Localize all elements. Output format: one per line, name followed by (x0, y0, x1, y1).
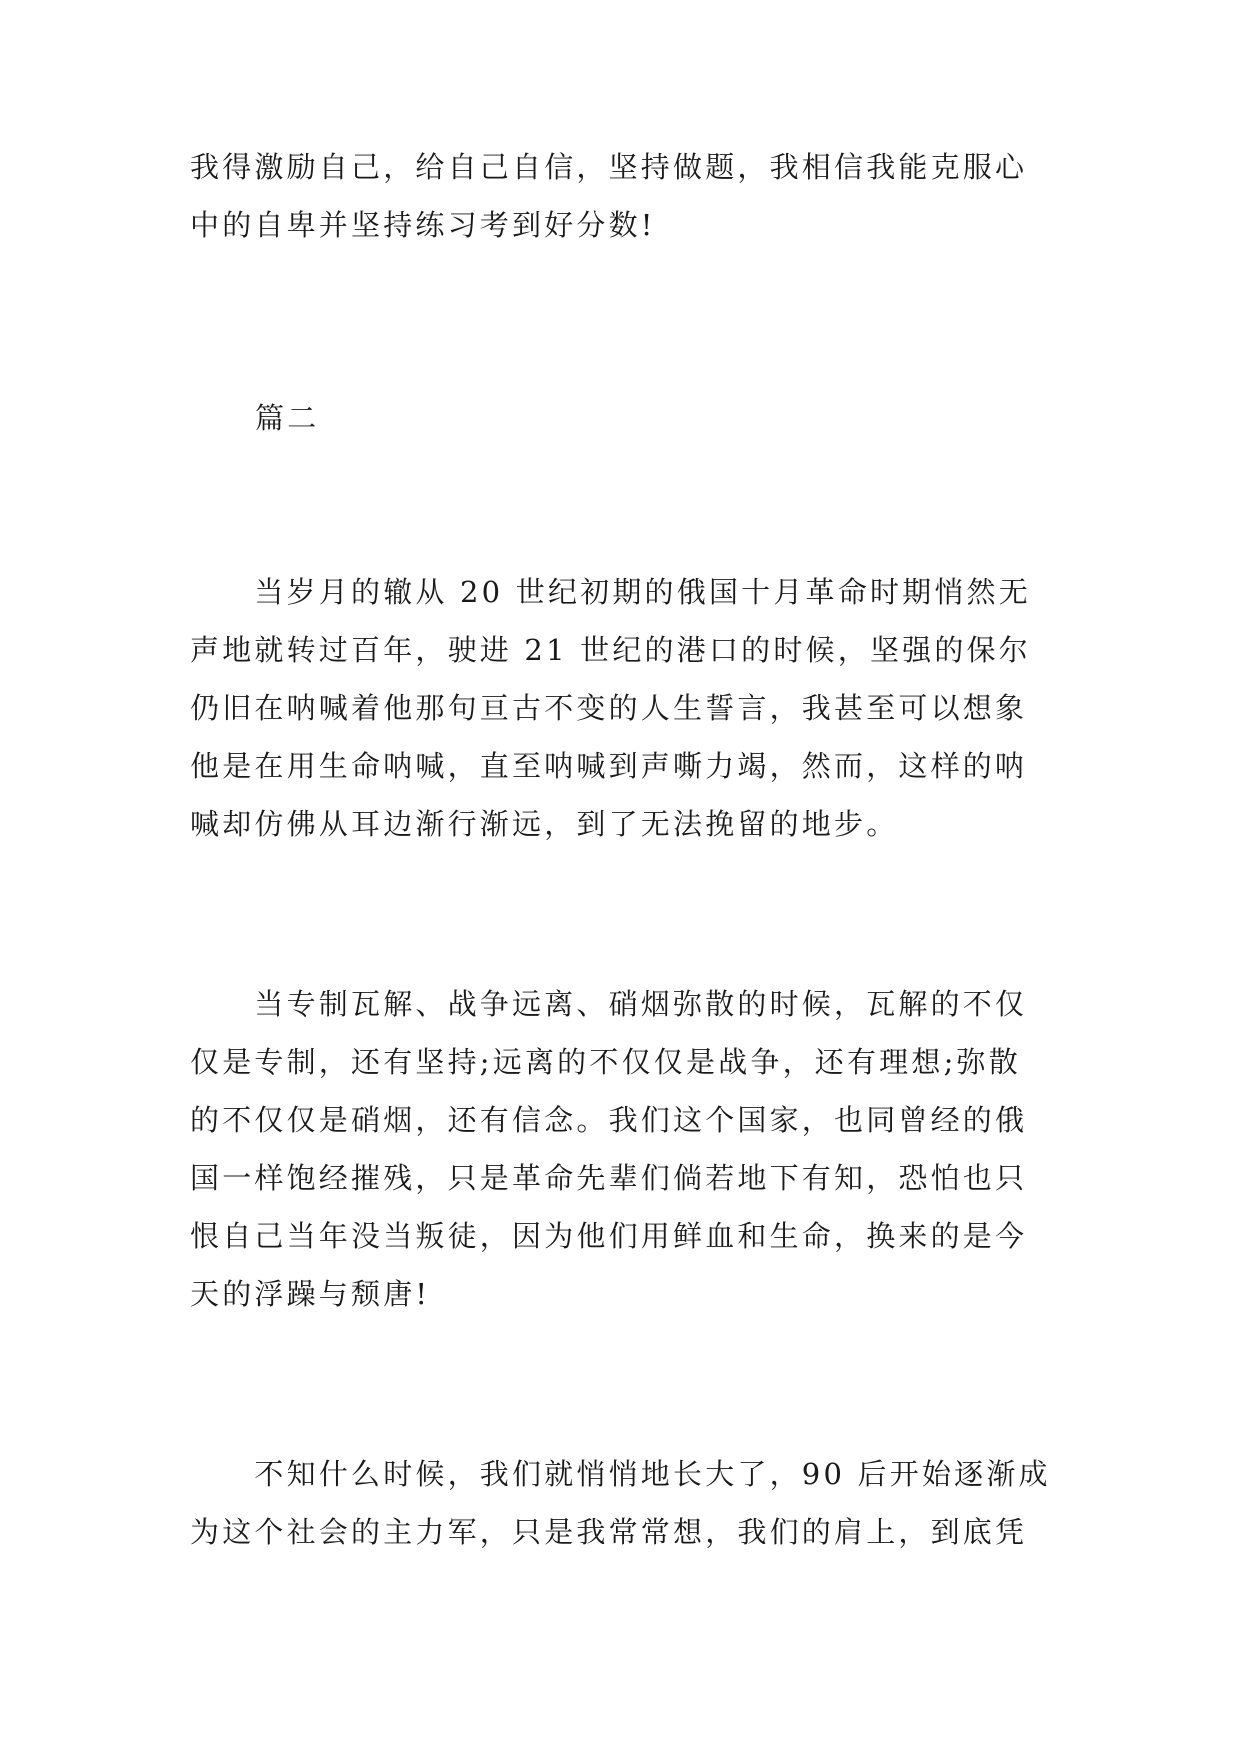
text-line: 国一样饱经摧残，只是革命先辈们倘若地下有知，恐怕也只 (190, 1161, 1028, 1195)
text-line: 他是在用生命呐喊，直至呐喊到声嘶力竭，然而，这样的呐 (190, 749, 1028, 783)
text-line: 中的自卑并坚持练习考到好分数! (190, 208, 656, 242)
paragraph-3 (190, 1445, 1050, 1561)
text-line: 仍旧在呐喊着他那句亘古不变的人生誓言，我甚至可以想象 (190, 691, 1028, 725)
text-line: 喊却仿佛从耳边渐行渐远，到了无法挽留的地步。 (190, 807, 899, 841)
section-heading: 篇二 (255, 401, 320, 435)
paragraph-top (190, 138, 1050, 254)
text-line: 不知什么时候，我们就悄悄地长大了，90 后开始逐渐成 (190, 1457, 1051, 1491)
text-line: 为这个社会的主力军，只是我常常想，我们的肩上，到底凭 (190, 1515, 1028, 1549)
paragraph-1 (190, 563, 1050, 853)
text-line: 声地就转过百年，驶进 21 世纪的港口的时候，坚强的保尔 (190, 633, 1031, 667)
text-line: 我得激励自己，给自己自信，坚持做题，我相信我能克服心 (190, 150, 1028, 184)
text-line: 当岁月的辙从 20 世纪初期的俄国十月革命时期悄然无 (190, 575, 1031, 609)
text-line: 仅是专制，还有坚持;远离的不仅仅是战争，还有理想;弥散 (190, 1045, 1021, 1079)
text-line: 的不仅仅是硝烟，还有信念。我们这个国家，也同曾经的俄 (190, 1103, 1028, 1137)
text-line: 当专制瓦解、战争远离、硝烟弥散的时候，瓦解的不仅 (190, 987, 1028, 1021)
text-line: 恨自己当年没当叛徒，因为他们用鲜血和生命，换来的是今 (190, 1219, 1028, 1253)
paragraph-2 (190, 975, 1050, 1323)
text-line: 天的浮躁与颓唐! (190, 1277, 431, 1311)
